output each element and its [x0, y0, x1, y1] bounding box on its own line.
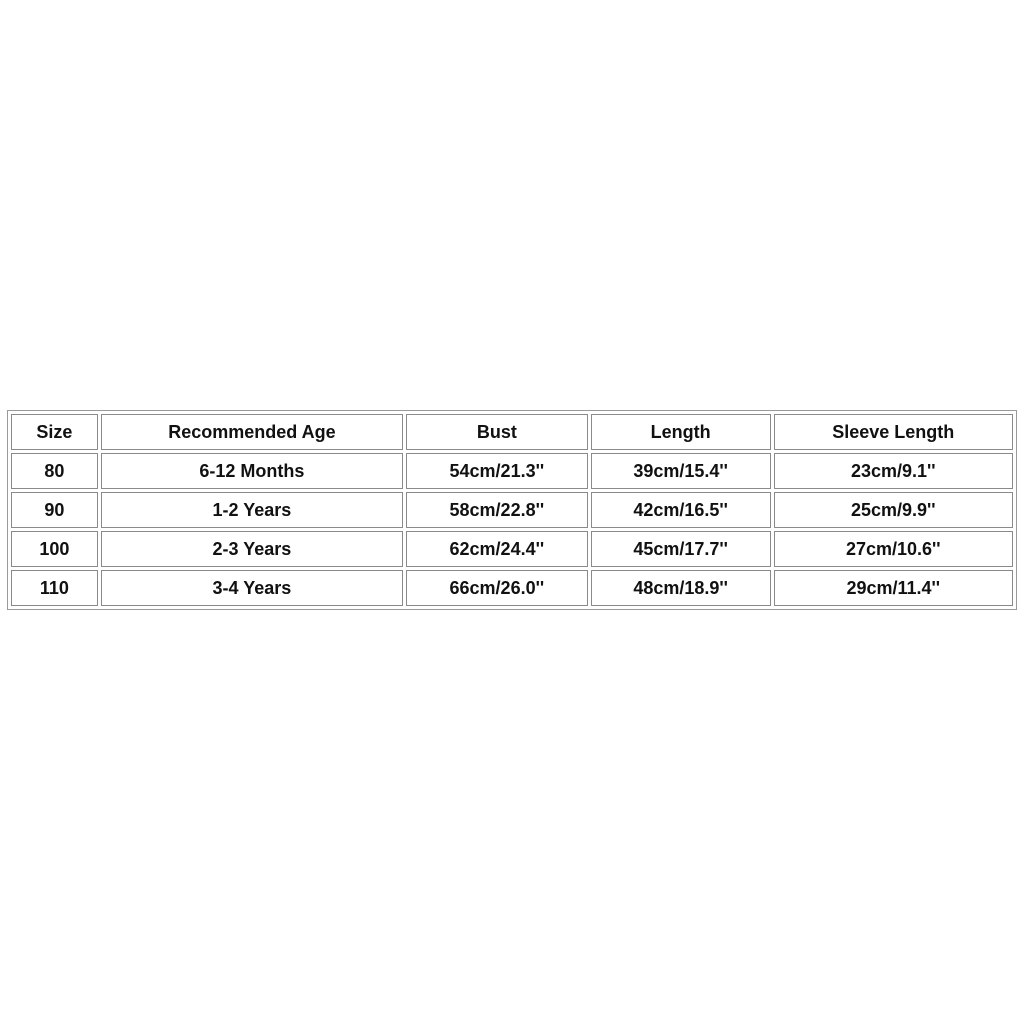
cell-size: 90	[11, 492, 98, 528]
cell-size: 100	[11, 531, 98, 567]
table-row	[11, 453, 1013, 489]
table-row	[11, 492, 1013, 528]
cell-recommended-age: 3-4 Years	[101, 570, 403, 606]
cell-recommended-age: 1-2 Years	[101, 492, 403, 528]
header-recommended-age: Recommended Age	[101, 414, 403, 450]
cell-size: 80	[11, 453, 98, 489]
cell-length: 39cm/15.4''	[591, 453, 771, 489]
cell-bust: 66cm/26.0''	[406, 570, 588, 606]
cell-recommended-age: 6-12 Months	[101, 453, 403, 489]
header-bust: Bust	[406, 414, 588, 450]
cell-sleeve-length: 23cm/9.1''	[774, 453, 1013, 489]
cell-length: 42cm/16.5''	[591, 492, 771, 528]
header-sleeve-length: Sleeve Length	[774, 414, 1013, 450]
cell-sleeve-length: 25cm/9.9''	[774, 492, 1013, 528]
table-row	[11, 531, 1013, 567]
cell-sleeve-length: 27cm/10.6''	[774, 531, 1013, 567]
cell-recommended-age: 2-3 Years	[101, 531, 403, 567]
header-size: Size	[11, 414, 98, 450]
cell-size: 110	[11, 570, 98, 606]
size-chart-table	[7, 410, 1017, 610]
cell-bust: 62cm/24.4''	[406, 531, 588, 567]
cell-bust: 58cm/22.8''	[406, 492, 588, 528]
cell-sleeve-length: 29cm/11.4''	[774, 570, 1013, 606]
table-header-row	[11, 414, 1013, 450]
table-row	[11, 570, 1013, 606]
cell-bust: 54cm/21.3''	[406, 453, 588, 489]
cell-length: 48cm/18.9''	[591, 570, 771, 606]
cell-length: 45cm/17.7''	[591, 531, 771, 567]
header-length: Length	[591, 414, 771, 450]
